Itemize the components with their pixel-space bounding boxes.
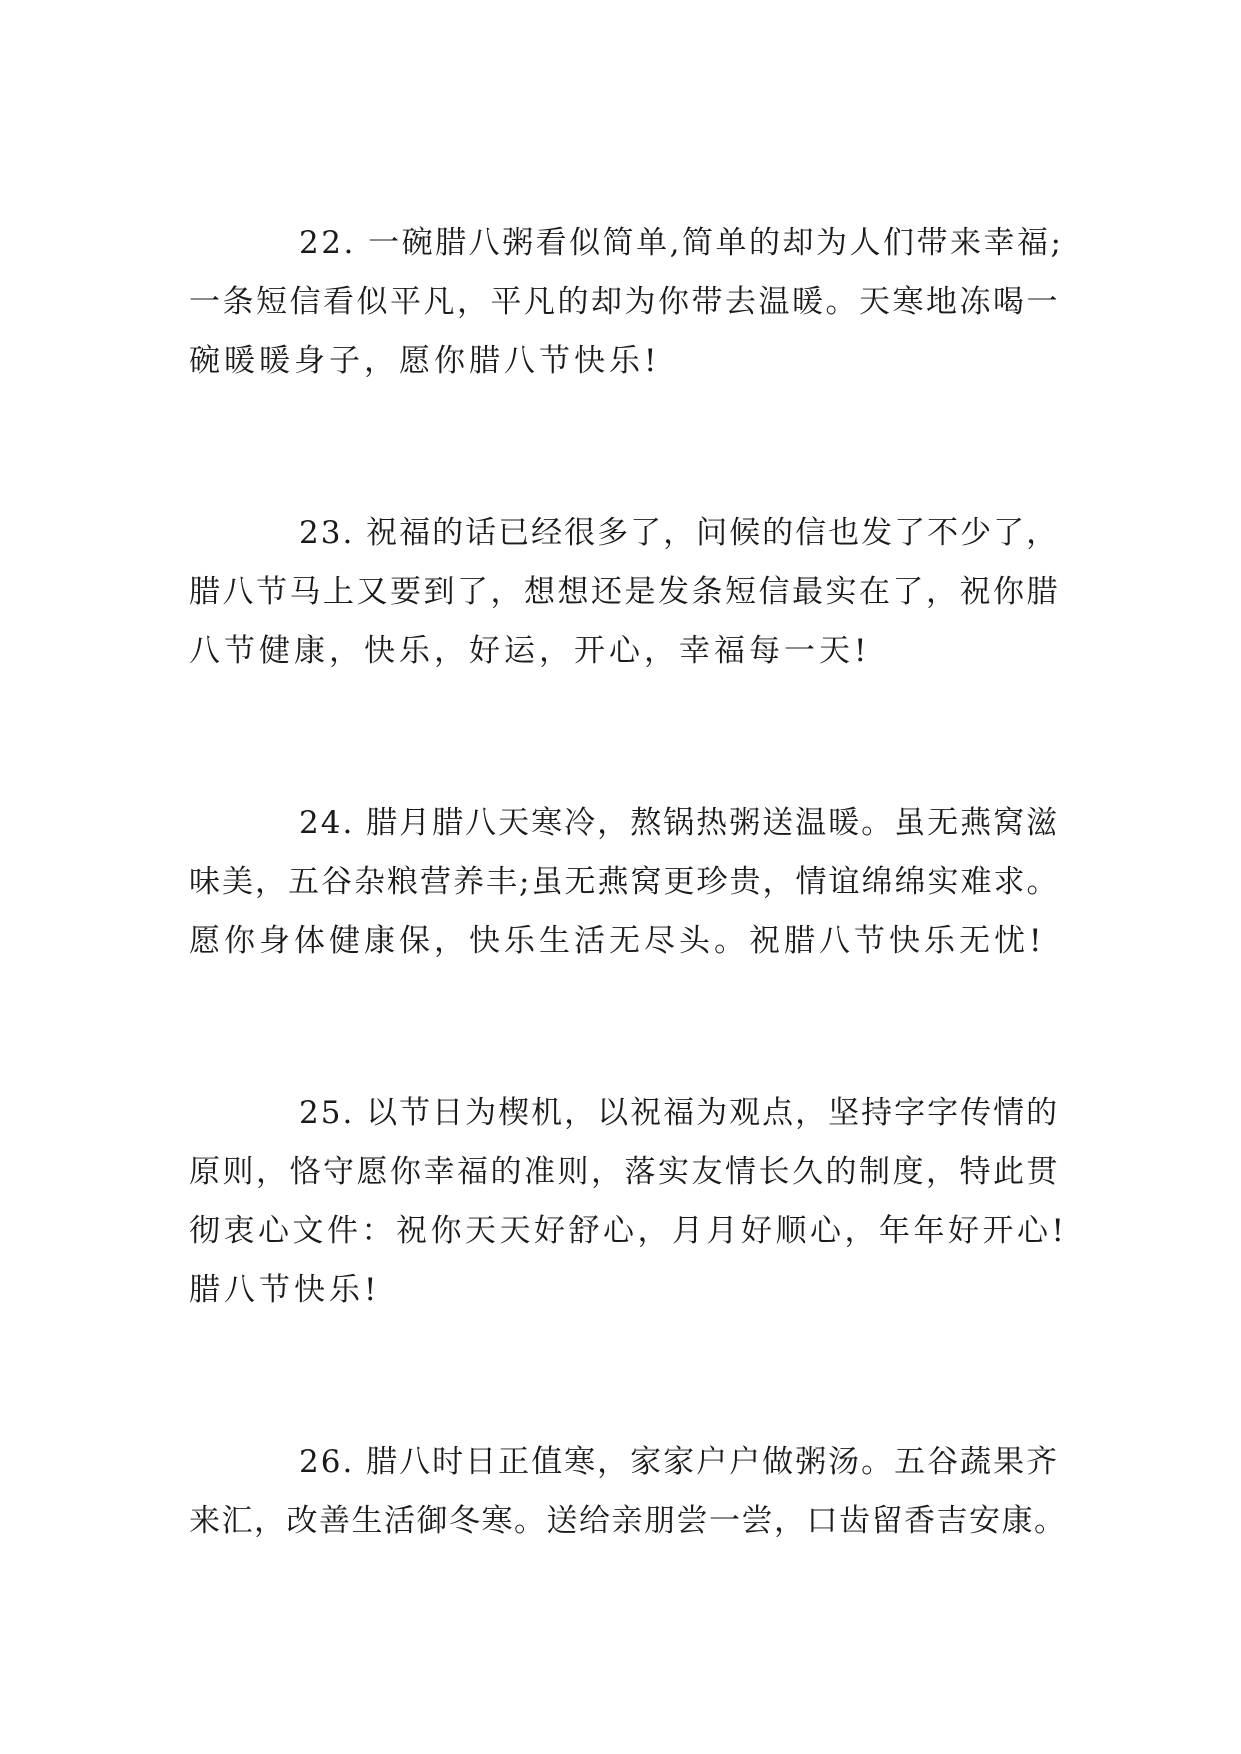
paragraph-line: 原则，恪守愿你幸福的准则，落实友情长久的制度，特此贯 [189, 1154, 1060, 1190]
paragraph-line: 腊八节马上又要到了，想想还是发条短信最实在了，祝你腊 [189, 574, 1060, 610]
paragraph-line: 八节健康，快乐，好运，开心，幸福每一天! [189, 633, 871, 669]
paragraph-line: 味美，五谷杂粮营养丰;虽无燕窝更珍贵，情谊绵绵实难求。 [189, 864, 1060, 900]
paragraph-line: 22. 一碗腊八粥看似简单,简单的却为人们带来幸福; [299, 225, 1064, 261]
paragraph-25 [189, 1084, 1069, 1320]
paragraph-line: 24. 腊月腊八天寒冷，熬锅热粥送温暖。虽无燕窝滋 [299, 805, 1060, 841]
paragraph-22 [189, 214, 1069, 391]
paragraph-line: 来汇，改善生活御冬寒。送给亲朋尝一尝，口齿留香吉安康。 [189, 1503, 1067, 1539]
paragraph-line: 23. 祝福的话已经很多了，问候的信也发了不少了， [299, 515, 1060, 551]
paragraph-26 [189, 1433, 1069, 1551]
paragraph-23 [189, 504, 1069, 681]
paragraph-line: 26. 腊八时日正值寒，家家户户做粥汤。五谷蔬果齐 [299, 1444, 1060, 1480]
paragraph-line: 25. 以节日为楔机，以祝福为观点，坚持字字传情的 [299, 1095, 1060, 1131]
paragraph-line: 一条短信看似平凡，平凡的却为你带去温暖。天寒地冻喝一 [189, 284, 1060, 320]
paragraph-24 [189, 794, 1069, 971]
paragraph-line: 愿你身体健康保，快乐生活无尽头。祝腊八节快乐无忧! [189, 923, 1046, 959]
paragraph-line: 彻衷心文件：祝你天天好舒心，月月好顺心，年年好开心! [189, 1213, 1068, 1249]
paragraph-line: 腊八节快乐! [189, 1272, 381, 1308]
paragraph-line: 碗暖暖身子，愿你腊八节快乐! [189, 343, 661, 379]
